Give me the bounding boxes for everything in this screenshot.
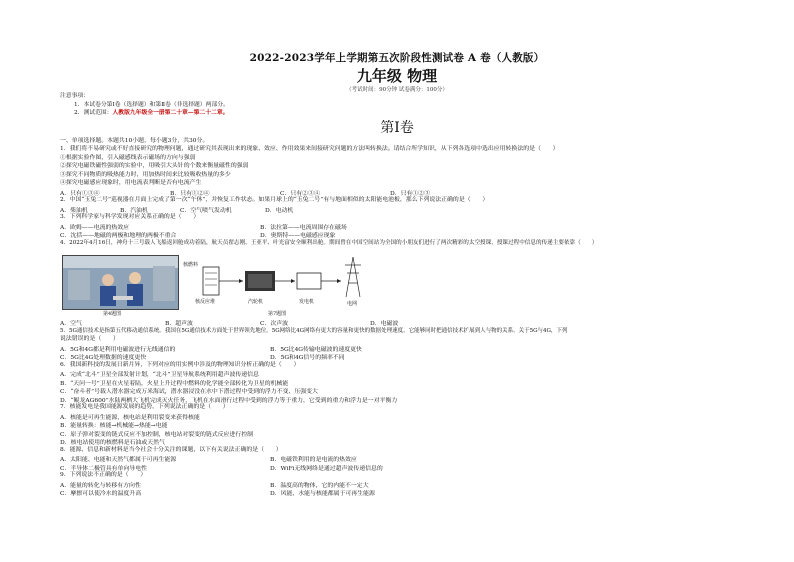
q3-option-b: B．法拉第——电流周围存在磁场 [260, 224, 347, 231]
fig7-label-turbine: 汽轮机 [248, 299, 264, 305]
q4-option-a: A．空气 [60, 321, 82, 327]
q9-option-a: A．能量的转化与转移有方向性 [60, 482, 141, 489]
q5-option-b: B．5G比4G传输电磁波的速度更快 [270, 346, 362, 353]
question-8-stem: 8．能源、信息和新材料是当今社会十分关注的课题，以下有关说法正确的是（ ） [60, 446, 282, 453]
q7-option-d: D．核电站使用的核燃料是石油或天然气 [60, 440, 165, 446]
notes-item-2-prefix: 2．测试范围： [74, 110, 113, 117]
q5-option-c: C．5G比4G处理数据的速度更快 [60, 355, 147, 361]
q2-option-c: C．空气喷气发动机 [180, 207, 232, 214]
question-1-item-4: ④探究电磁感应现象时，用电流表判断是否有电流产生 [60, 180, 202, 186]
question-1-item-3: ③探究不同物质的吸热能力时，用加热时间来比较吸收热量的多少 [60, 171, 231, 178]
fig7-label-reactor: 核反应堆 [195, 299, 216, 305]
q4-option-c: C．次声波 [260, 321, 289, 327]
exam-title: 2022-2023学年上学期第五次阶段性测试卷 A 卷（人教版） [249, 52, 545, 64]
section-instructions: 一、单项选择题。本题共10小题，每小题3分，共30分。 [60, 138, 209, 144]
astronaut-photo [62, 255, 179, 310]
nuclear-power-diagram [183, 253, 378, 313]
notes-heading: 注意事项： [60, 93, 89, 99]
q8-option-c: C．半导体二极管具有单向导电性 [60, 465, 147, 472]
q9-option-b: B．温度高的物体，它的内能不一定大 [270, 482, 369, 489]
fig7-label-grid: 电网 [347, 301, 358, 307]
notes-block [60, 92, 229, 118]
figure-7-caption: 第7题图 [268, 311, 287, 317]
q6-option-b: B．“天问一号”卫星在火星着陆，火星上升过程中燃料的化学能全部转化为卫星的机械能 [60, 380, 289, 387]
q8-option-d: D．WiFi无线网络是通过超声波传递信息的 [270, 465, 383, 472]
q1-option-c: C．只有②③④ [280, 190, 320, 197]
question-4-stem: 4．2022年4月16日，神舟十三号载人飞船返回舱成功着陆，航天员翟志刚、王亚平、叶光富安全顺利出舱。期间曾在中国空间站为全国的小朋友们进行了两次精彩的太空授课，授课过程中信息的传递主要依靠（ ） [60, 239, 598, 246]
question-9-stem: 9．下列说法不正确的是（ ） [60, 472, 147, 478]
q6-option-c: C．“奋斗者”号载人潜水器完成万米海试，潜水器浸没在水中下潜过程中受到的浮力不变、压强变大 [60, 389, 318, 395]
q2-option-b: B．汽油机 [120, 207, 148, 214]
q6-option-d: D．“鲲龙AG600”水陆两栖大飞机完成灭火任务，飞机在水面滑行过程中受到的浮力等于重力，它受到的重力和浮力是一对平衡力 [60, 397, 398, 404]
exam-meta: （考试时间：90分钟 试卷满分：100分） [346, 87, 448, 93]
q8-option-b: B．电磁铁利用的是电流的热效应 [270, 457, 357, 463]
notes-item-2-scope: 人教版九年级全一册第二十章—第二十二章。 [112, 110, 229, 117]
q7-option-b: B．能量转换：核能→机械能→热能→电能 [60, 423, 168, 429]
question-1-item-2: ②探究电磁铁磁性强弱的实验中，用吸引大头针的个数来衡量磁性的强弱 [60, 163, 249, 169]
q2-option-a: A．柴油机 [60, 207, 88, 214]
q6-option-a: A．完成“北斗”卫星全部发射计划，“北斗”卫星导航系统利用超声波传递信息 [60, 372, 259, 378]
question-5-stem: 5．5G通信技术是指第五代移动通信系统。我国在5G通信技术方面处于世界领先地位。5G网络比4G网络有更大的容量和更快的数据处理速度，它能够同时把通信技术扩展到人与物的关系。关于5G与4G，下列 [60, 327, 568, 334]
q4-option-d: D．电磁波 [370, 321, 399, 327]
fig7-label-fuel: 核燃料 [183, 262, 199, 268]
section-title: 第Ⅰ卷 [380, 120, 414, 136]
question-6-stem: 6．我国新科技的发展日新月异，下列对应的用实例中涉及的物理知识分析正确的是（ ） [60, 361, 300, 368]
figure-4-caption: 第4题图 [103, 311, 122, 317]
q5-option-d: D．5G和4G信号的频率不同 [270, 355, 345, 361]
subject-title: 九年级 物理 [356, 67, 438, 85]
question-2-stem: 2．中国“玉兔二号”巡视器在月面上完成了第一次“午休”，并恢复工作状态。如果月球上的“玉兔二号”有与地面相似的太阳能电池板，那么下列说法正确的是（ ） [60, 197, 489, 203]
fig7-label-generator: 发电机 [299, 299, 315, 305]
question-3-stem: 3．下列科学家与科学发现对应关系正确的是（ ） [60, 214, 200, 220]
q9-option-d: D．风能、水能与核能都属于可再生能源 [270, 491, 375, 497]
question-7-stem: 7．核能发电是我国能源发展的趋势，下列说法正确的是（ ） [60, 404, 229, 410]
q1-option-d: D．只有①②③ [390, 190, 431, 197]
astronaut-photo-art [63, 256, 178, 309]
q1-option-a: A．只有①③④ [60, 190, 100, 197]
q3-option-c: C．沈括——地磁的两极和地理的两极不重合 [60, 233, 177, 239]
notes-item-1: 1．本试卷分第Ⅰ卷（选择题）和第Ⅱ卷（非选择题）两部分。 [74, 101, 229, 108]
q3-option-d: D．奥斯特——电磁感应现象 [260, 233, 336, 239]
q2-option-d: D．电动机 [265, 207, 294, 214]
question-1-item-1: ①根据实验作图，引入磁感线表示磁场的方向与强弱 [60, 154, 196, 161]
question-1-stem: 1．我们将不易研究或不好直接研究的物理问题，通过研究其表现出来的现象、效应、作用效果来间接研究问题的方法叫转换法。请结合所学知识，从下列各选项中选出应用转换法的是（ ） [60, 146, 559, 152]
q7-option-c: C．原子弹对裂变的链式反应不加控制，核电站对裂变的链式反应进行控制 [60, 431, 254, 438]
q9-option-c: C．摩擦可以使冷水的温度升高 [60, 491, 142, 497]
q3-option-a: A．欧姆——电流的热效应 [60, 224, 130, 231]
question-5-stem-cont: 说法错误的是（ ） [60, 336, 119, 342]
q8-option-a: A．太阳能、电能和天然气都属于可再生能源 [60, 457, 177, 463]
q5-option-a: A．5G和4G都是利用电磁波进行无线通信的 [60, 346, 176, 353]
q1-option-b: B．只有①②④ [170, 190, 210, 197]
q4-option-b: B．超声波 [165, 321, 193, 327]
q7-option-a: A．核能是可再生能源，核电站是利用裂变来获得核能 [60, 414, 200, 421]
